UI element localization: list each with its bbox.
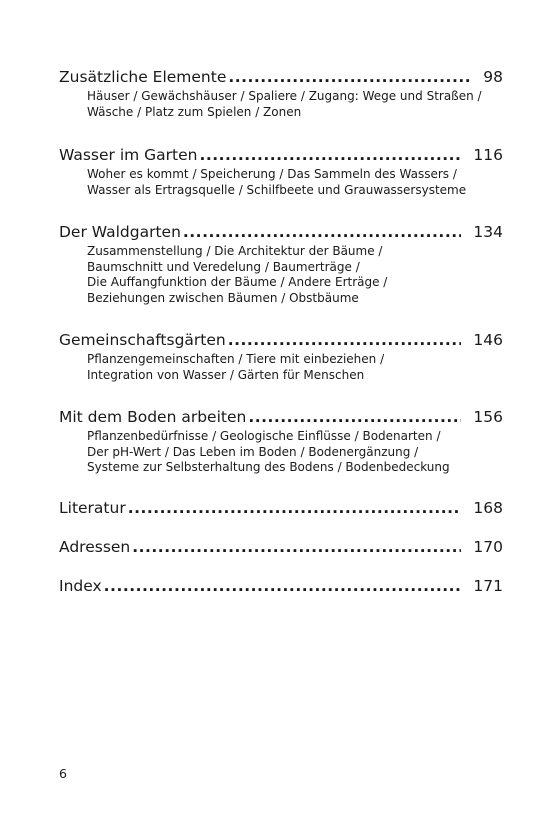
- toc-entry-subtopics: [87, 167, 503, 198]
- toc-entry-title: Der Waldgarten: [59, 223, 181, 241]
- dot-leader: [132, 536, 461, 558]
- toc-entry-title: Wasser im Garten: [59, 146, 198, 164]
- dot-leader: [104, 575, 462, 597]
- dot-leader: [183, 221, 462, 243]
- page-number: 6: [59, 766, 67, 781]
- toc-entry-heading[interactable]: [59, 575, 503, 597]
- subtopic-line: Woher es kommt / Speicherung / Das Sammeln des Wassers /: [87, 167, 457, 181]
- subtopic-line: Pflanzengemeinschaften / Tiere mit einbeziehen /: [87, 352, 385, 366]
- toc-entry: [59, 221, 503, 306]
- toc-entry-heading[interactable]: [59, 144, 503, 166]
- toc-entry-page: 170: [473, 537, 503, 556]
- toc-entry-title: Literatur: [59, 498, 126, 517]
- toc-entry-heading[interactable]: [59, 329, 503, 351]
- subtopic-line: Baumschnitt und Veredelung / Baumerträge /: [87, 259, 360, 274]
- toc-entry: [59, 144, 503, 198]
- subtopic-line: Häuser / Gewächshäuser / Spaliere / Zugang: Wege und Straßen /: [87, 89, 482, 103]
- toc-entry-title: Adressen: [59, 537, 131, 556]
- dot-leader: [228, 66, 471, 88]
- toc-entry-heading[interactable]: [59, 66, 503, 88]
- subtopic-line: Die Auffangfunktion der Bäume / Andere Erträge /: [87, 275, 388, 289]
- toc-entry: [59, 536, 503, 558]
- dot-leader: [248, 406, 461, 428]
- toc-entry-title: Gemeinschaftsgärten: [59, 331, 226, 349]
- dot-leader: [128, 497, 462, 519]
- subtopic-line: Integration von Wasser / Gärten für Menschen: [87, 367, 365, 382]
- toc-entry-page: 156: [473, 408, 503, 426]
- dot-leader: [228, 329, 462, 351]
- toc-entry-title: Index: [59, 576, 102, 595]
- toc-entry-title: Zusätzliche Elemente: [59, 68, 227, 86]
- toc-entry-subtopics: [87, 244, 503, 306]
- toc-entry-heading[interactable]: [59, 406, 503, 428]
- subtopic-line: Systeme zur Selbsterhaltung des Bodens / Bodenbedeckung: [87, 460, 450, 474]
- toc-entry-heading[interactable]: [59, 536, 503, 558]
- dot-leader: [199, 144, 461, 166]
- toc-entry-heading[interactable]: [59, 497, 503, 519]
- subtopic-line: Beziehungen zwischen Bäumen / Obstbäume: [87, 290, 359, 305]
- toc-entry: [59, 497, 503, 519]
- subtopic-line: Der pH-Wert / Das Leben im Boden / Bodenergänzung /: [87, 444, 419, 459]
- toc-entry-subtopics: [87, 352, 503, 383]
- toc-entry-page: 134: [473, 223, 503, 241]
- toc-entry-subtopics: [87, 89, 503, 120]
- toc-entry-page: 116: [473, 146, 503, 164]
- toc-entry-page: 146: [473, 331, 503, 349]
- table-of-contents: [59, 66, 503, 597]
- toc-entry: [59, 575, 503, 597]
- toc-entry: [59, 66, 503, 120]
- toc-entry-page: 168: [473, 498, 503, 517]
- toc-entry-page: 98: [483, 68, 503, 86]
- toc-entry-title: Mit dem Boden arbeiten: [59, 408, 247, 426]
- toc-entry: [59, 329, 503, 383]
- subtopic-line: Pflanzenbedürfnisse / Geologische Einflüsse / Bodenarten /: [87, 429, 441, 443]
- toc-entry-heading[interactable]: [59, 221, 503, 243]
- subtopic-line: Zusammenstellung / Die Architektur der Bäume /: [87, 244, 383, 258]
- toc-entry-page: 171: [473, 576, 503, 595]
- subtopic-line: Wäsche / Platz zum Spielen / Zonen: [87, 104, 302, 119]
- toc-entry-subtopics: [87, 429, 503, 476]
- subtopic-line: Wasser als Ertragsquelle / Schilfbeete und Grauwassersysteme: [87, 182, 467, 197]
- toc-entry: [59, 406, 503, 476]
